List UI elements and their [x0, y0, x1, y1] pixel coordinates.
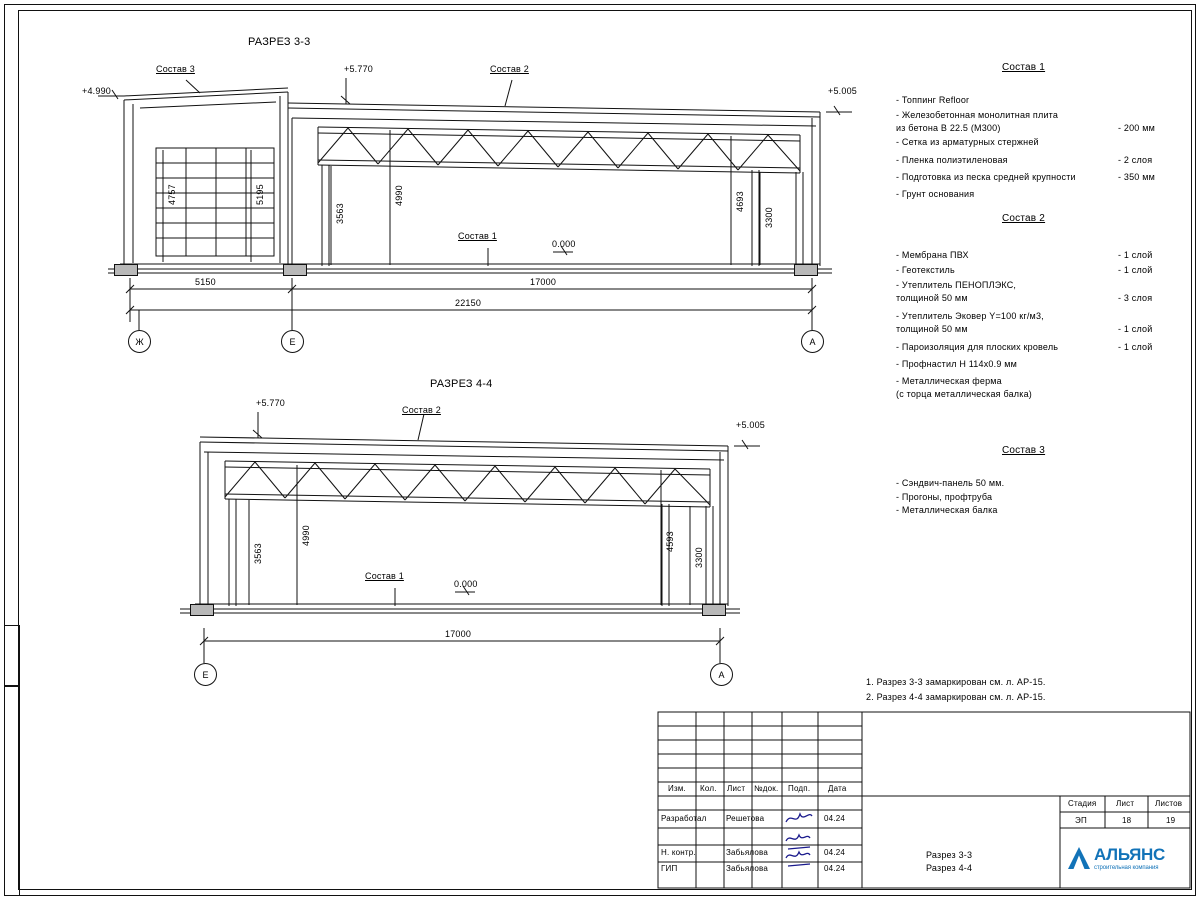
dim-3563-33: 3563 [335, 203, 345, 224]
stamp-name-2: Забьялова [726, 864, 768, 873]
legend-item: - Мембрана ПВХ [896, 250, 969, 260]
legend-item-value: - 350 мм [1118, 172, 1155, 182]
legend-item: - Утеплитель ПЕНОПЛЭКС, [896, 280, 1017, 290]
stamp-list-value: 18 [1122, 816, 1132, 825]
stamp-listov-header: Листов [1155, 799, 1183, 808]
zero-mark-33: 0.000 [552, 239, 576, 249]
dim-4990-33: 4990 [394, 185, 404, 206]
legend-item: - Утеплитель Эковер Y=100 кг/м3, [896, 311, 1044, 321]
legend-item: - Топпинг Refloor [896, 95, 970, 105]
stamp-role-2: ГИП [661, 864, 678, 873]
elev-5770-label: +5.770 [344, 64, 373, 74]
legend-item-value: - 1 слой [1118, 265, 1153, 275]
legend-item: толщиной 50 мм [896, 324, 968, 334]
callout-sostav1-44: Состав 1 [365, 571, 404, 581]
axis-marker-e-44: Е [194, 663, 217, 686]
legend-sostav3-title: Состав 3 [1002, 445, 1046, 456]
legend-item-value: - 2 слоя [1118, 155, 1153, 165]
dim-17000-33: 17000 [530, 277, 557, 287]
stamp-name-1: Забьялова [726, 848, 768, 857]
stamp-col-ndok: №док. [754, 784, 779, 793]
section-33-title: РАЗРЕЗ 3-3 [248, 36, 311, 48]
stamp-list-header: Лист [1116, 799, 1135, 808]
stamp-drawing-name-2: Разрез 4-4 [926, 863, 973, 873]
legend-item: из бетона В 22.5 (М300) [896, 123, 1001, 133]
dim-5195: 5195 [255, 184, 265, 205]
dim-22150: 22150 [455, 298, 482, 308]
legend-item-value: - 1 слой [1118, 250, 1153, 260]
axis-marker-e-33: Е [281, 330, 304, 353]
callout-sostav1-33: Состав 1 [458, 231, 497, 241]
elev-5005-label: +5.005 [828, 86, 857, 96]
alliance-logo-icon [1068, 847, 1090, 869]
company-logo [1068, 845, 1165, 871]
legend-item: (с торца металлическая балка) [896, 389, 1032, 399]
dim-5150: 5150 [195, 277, 216, 287]
legend-item-value: - 200 мм [1118, 123, 1155, 133]
stamp-col-data: Дата [828, 784, 847, 793]
elev-4990-label: +4.990 [82, 86, 111, 96]
axis-marker-zh: Ж [128, 330, 151, 353]
legend-item: - Профнастил Н 114х0.9 мм [896, 359, 1017, 369]
legend-item: - Железобетонная монолитная плита [896, 110, 1059, 120]
legend-item: толщиной 50 мм [896, 293, 968, 303]
legend-sostav2-title: Состав 2 [1002, 213, 1046, 224]
stamp-col-kol: Кол. [700, 784, 717, 793]
legend-item: - Геотекстиль [896, 265, 955, 275]
stamp-stage-value: ЭП [1075, 816, 1087, 825]
callout-sostav2-33: Состав 2 [490, 64, 529, 74]
dim-4693: 4693 [735, 191, 745, 212]
stamp-col-list: Лист [727, 784, 746, 793]
legend-item: - Прогоны, профтруба [896, 492, 993, 502]
elev-5005-label-44: +5.005 [736, 420, 765, 430]
axis-marker-a-44: А [710, 663, 733, 686]
stamp-stage-header: Стадия [1068, 799, 1097, 808]
dim-17000-44: 17000 [445, 629, 472, 639]
legend-item: - Металлическая ферма [896, 376, 1002, 386]
axis-marker-a-33: А [801, 330, 824, 353]
company-tagline: строительная компания [1094, 865, 1159, 871]
dim-3300-33: 3300 [764, 207, 774, 228]
stamp-date-1: 04.24 [824, 848, 846, 857]
dim-4757: 4757 [167, 184, 177, 205]
legend-item-value: - 1 слой [1118, 324, 1153, 334]
stamp-col-izm: Изм. [668, 784, 686, 793]
dim-3563-44: 3563 [253, 543, 263, 564]
stamp-drawing-name-1: Разрез 3-3 [926, 850, 973, 860]
legend-item: - Пленка полиэтиленовая [896, 155, 1008, 165]
note-2: 2. Разрез 4-4 замаркирован см. л. АР-15. [866, 692, 1046, 702]
dim-4990-44: 4990 [301, 525, 311, 546]
stamp-col-podp: Подп. [788, 784, 811, 793]
dim-3300-44: 3300 [694, 547, 704, 568]
stamp-date-0: 04.24 [824, 814, 846, 823]
callout-sostav3-33: Состав 3 [156, 64, 195, 74]
dim-4593: 4593 [665, 531, 675, 552]
callout-sostav2-44: Состав 2 [402, 405, 441, 415]
zero-mark-44: 0.000 [454, 579, 478, 589]
legend-item-value: - 3 слоя [1118, 293, 1153, 303]
legend-sostav1-title: Состав 1 [1002, 62, 1046, 73]
company-name: АЛЬЯНС [1094, 845, 1165, 864]
legend-item: - Подготовка из песка средней крупности [896, 172, 1076, 182]
section-44-title: РАЗРЕЗ 4-4 [430, 378, 493, 390]
legend-item: - Грунт основания [896, 189, 975, 199]
legend-item: - Сэндвич-панель 50 мм. [896, 478, 1005, 488]
stamp-role-0: Разработал [661, 814, 707, 823]
stamp-name-0: Решетова [726, 814, 765, 823]
stamp-role-1: Н. контр. [661, 848, 696, 857]
legend-item: - Сетка из арматурных стержней [896, 137, 1039, 147]
stamp-date-2: 04.24 [824, 864, 846, 873]
legend-item: - Пароизоляция для плоских кровель [896, 342, 1059, 352]
note-1: 1. Разрез 3-3 замаркирован см. л. АР-15. [866, 677, 1046, 687]
legend-item: - Металлическая балка [896, 505, 998, 515]
elev-5770-label-44: +5.770 [256, 398, 285, 408]
stamp-listov-value: 19 [1166, 816, 1176, 825]
legend-item-value: - 1 слой [1118, 342, 1153, 352]
